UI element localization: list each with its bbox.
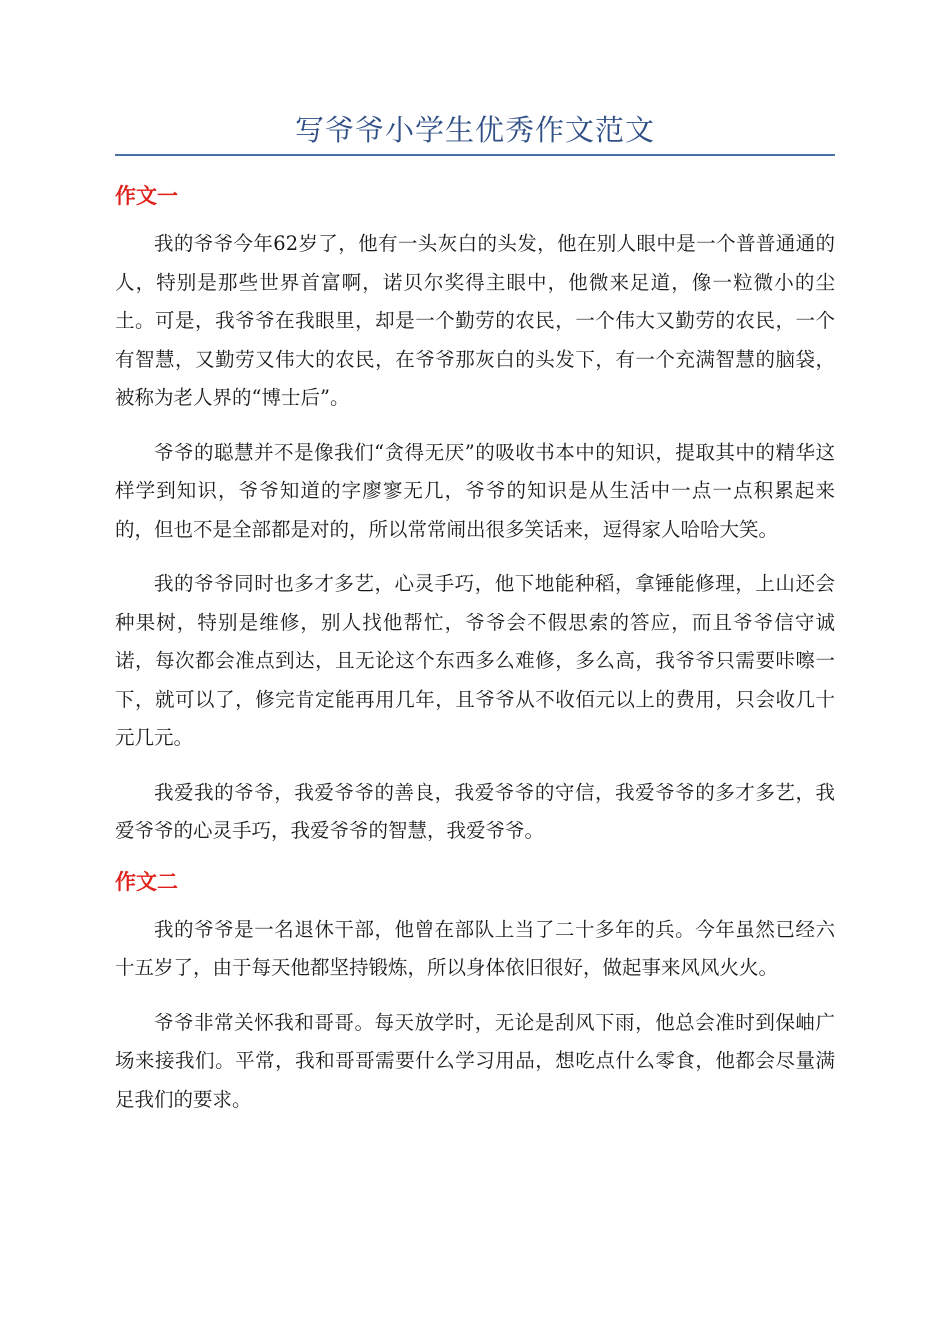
section-heading: 作文二 xyxy=(115,869,178,894)
document-title: 写爷爷小学生优秀作文范文 xyxy=(294,113,655,147)
section-heading: 作文一 xyxy=(115,184,178,208)
essay-section-1 xyxy=(115,181,835,851)
essay-section-2 xyxy=(115,867,835,1120)
paragraph: 爷爷非常关怀我和哥哥。每天放学时，无论是刮风下雨，他总会准时到保岫广场来接我们。平常，我和哥哥需要什么学习用品，想吃点什么零食，他都会尽量满足我们的要求。 xyxy=(115,1010,835,1111)
paragraph: 我爱我的爷爷，我爱爷爷的善良，我爱爷爷的守信，我爱爷爷的多才多艺，我爱爷爷的心灵手巧，我爱爷爷的智慧，我爱爷爷。 xyxy=(115,780,835,842)
paragraph: 我的爷爷同时也多才多艺，心灵手巧，他下地能种稻，拿锤能修理，上山还会种果树，特别是维修，别人找他帮忙，爷爷会不假思索的答应，而且爷爷信守诚诺，每次都会准点到达，且无论这个东西多么难修，多么高，我爷爷只需要咔嚓一下，就可以了，修完肯定能再用几年，且爷爷从不收佰元以上的费用，只会收几十元几元。 xyxy=(115,572,835,749)
title-underline xyxy=(115,154,835,156)
document-body xyxy=(115,175,835,1135)
paragraph: 我的爷爷是一名退休干部，他曾在部队上当了二十多年的兵。今年虽然已经六十五岁了，由于每天他都坚持锻炼，所以身体依旧很好，做起事来风风火火。 xyxy=(115,917,835,979)
paragraph: 我的爷爷今年62岁了，他有一头灰白的头发，他在别人眼中是一个普普通通的人，特别是那些世界首富啊，诺贝尔奖得主眼中，他微来足道，像一粒微小的尘土。可是，我爷爷在我眼里，却是一个勤劳的农民，一个伟大又勤劳的农民，一个有智慧，又勤劳又伟大的农民，在爷爷那灰白的头发下，有一个充满智慧的脑袋，被称为老人界的“博士后”。 xyxy=(115,232,835,409)
paragraph: 爷爷的聪慧并不是像我们“贪得无厌”的吸收书本中的知识，提取其中的精华这样学到知识，爷爷知道的字廖寥无几，爷爷的知识是从生活中一点一点积累起来的，但也不是全部都是对的，所以常常闹出很多笑话来，逗得家人哈哈大笑。 xyxy=(115,440,835,541)
